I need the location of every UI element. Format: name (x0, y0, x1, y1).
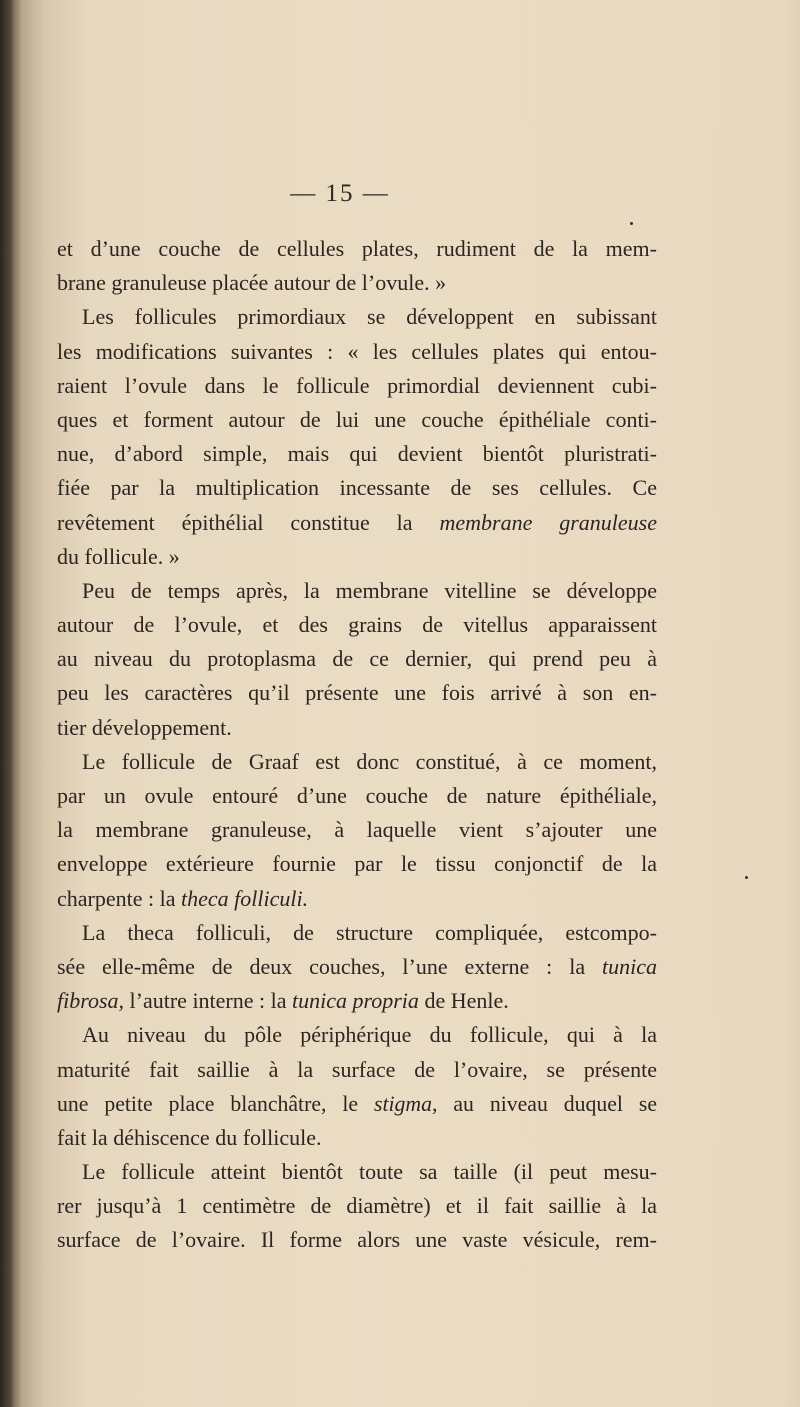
text-line (57, 437, 657, 471)
text-segment: surface de l’ovaire. Il forme alors une vaste vésicule, rem- (57, 1227, 657, 1253)
text-segment: Le follicule atteint bientôt toute sa taille (il peut mesu- (82, 1159, 657, 1185)
text-segment: une petite place blanchâtre, le (57, 1091, 374, 1116)
text-line (57, 574, 657, 608)
text-line (57, 608, 657, 642)
text-segment: sée elle-même de deux couches, l’une externe : la (57, 953, 602, 979)
text-line (57, 1189, 657, 1223)
text-segment: Le follicule de Graaf est donc constitué, à ce moment, (82, 748, 657, 774)
text-segment: les modifications suivantes : « les cellules plates qui entou- (57, 338, 657, 364)
text-line (57, 1018, 657, 1052)
text-segment: et d’une couche de cellules plates, rudiment de la mem- (57, 236, 657, 261)
text-line (57, 847, 657, 881)
text-segment: autour de l’ovule, et des grains de vitellus apparaissent (57, 612, 657, 638)
italic-term: tunica (602, 953, 657, 979)
text-segment: du follicule. » (57, 543, 180, 569)
text-line (57, 403, 657, 437)
text-segment: Peu de temps après, la membrane vitelline se développe (82, 577, 657, 603)
italic-term: theca folliculi. (181, 885, 309, 911)
text-segment: l’autre interne : la (124, 988, 293, 1014)
text-segment: de Henle. (418, 988, 509, 1014)
text-segment: au niveau du protoplasma de ce dernier, qui prend peu à (57, 646, 657, 672)
text-line (57, 300, 657, 334)
text-line (57, 745, 657, 779)
text-segment: revêtement épithélial constitue la (57, 509, 440, 535)
text-segment: enveloppe extérieure fournie par le tissu conjonctif de la (57, 851, 657, 877)
text-segment: Au niveau du pôle périphérique du follicule, qui à la (82, 1022, 657, 1048)
text-line (57, 642, 657, 676)
italic-term: tunica propria (292, 988, 419, 1014)
text-line (57, 540, 657, 574)
text-line (57, 335, 657, 369)
text-line (57, 916, 657, 950)
text-segment: La theca folliculi, de structure compliquée, estcompo- (82, 919, 657, 945)
text-segment: la membrane granuleuse, à laquelle vient s’ajouter une (57, 817, 657, 843)
text-segment: tier développement. (57, 714, 232, 740)
text-line (57, 232, 657, 266)
text-segment: au niveau duquel se (437, 1091, 657, 1116)
text-segment: ques et forment autour de lui une couche épithéliale conti- (57, 406, 657, 432)
text-line (57, 471, 657, 505)
text-line (57, 1121, 657, 1155)
text-line (57, 266, 657, 300)
text-line (57, 1155, 657, 1189)
binding-shadow (0, 0, 14, 1407)
print-speck (630, 222, 633, 225)
text-line (57, 1223, 657, 1257)
text-segment: par un ovule entouré d’une couche de nature épithéliale, (57, 783, 657, 808)
text-line (57, 779, 657, 813)
text-line (57, 950, 657, 984)
text-segment: raient l’ovule dans le follicule primordial deviennent cubi- (57, 372, 657, 398)
text-line (57, 984, 657, 1018)
text-line (57, 1053, 657, 1087)
text-line (57, 369, 657, 403)
italic-term: fibrosa, (57, 988, 125, 1014)
text-segment: nue, d’abord simple, mais qui devient bientôt pluristrati- (57, 441, 657, 467)
text-line (57, 711, 657, 745)
text-segment: Les follicules primordiaux se développent en subissant (82, 304, 657, 330)
text-line (57, 813, 657, 847)
text-segment: rer jusqu’à 1 centimètre de diamètre) et il fait saillie à la (57, 1193, 657, 1219)
text-segment: charpente : la (57, 885, 181, 911)
text-line (57, 882, 657, 916)
text-segment: brane granuleuse placée autour de l’ovule. » (57, 270, 447, 296)
italic-term: membrane granuleuse (439, 509, 657, 535)
text-line (57, 676, 657, 710)
text-segment: fait la déhiscence du follicule. (57, 1124, 322, 1150)
print-speck (745, 876, 748, 879)
text-segment: fiée par la multiplication incessante de ses cellules. Ce (57, 475, 657, 501)
italic-term: stigma, (373, 1091, 438, 1116)
text-segment: maturité fait saillie à la surface de l’ovaire, se présente (57, 1056, 657, 1082)
page-number: — 15 — (290, 180, 390, 207)
text-segment: peu les caractères qu’il présente une fois arrivé à son en- (57, 680, 657, 706)
body-text (57, 232, 657, 1258)
text-line (57, 1087, 657, 1121)
text-line (57, 506, 657, 540)
